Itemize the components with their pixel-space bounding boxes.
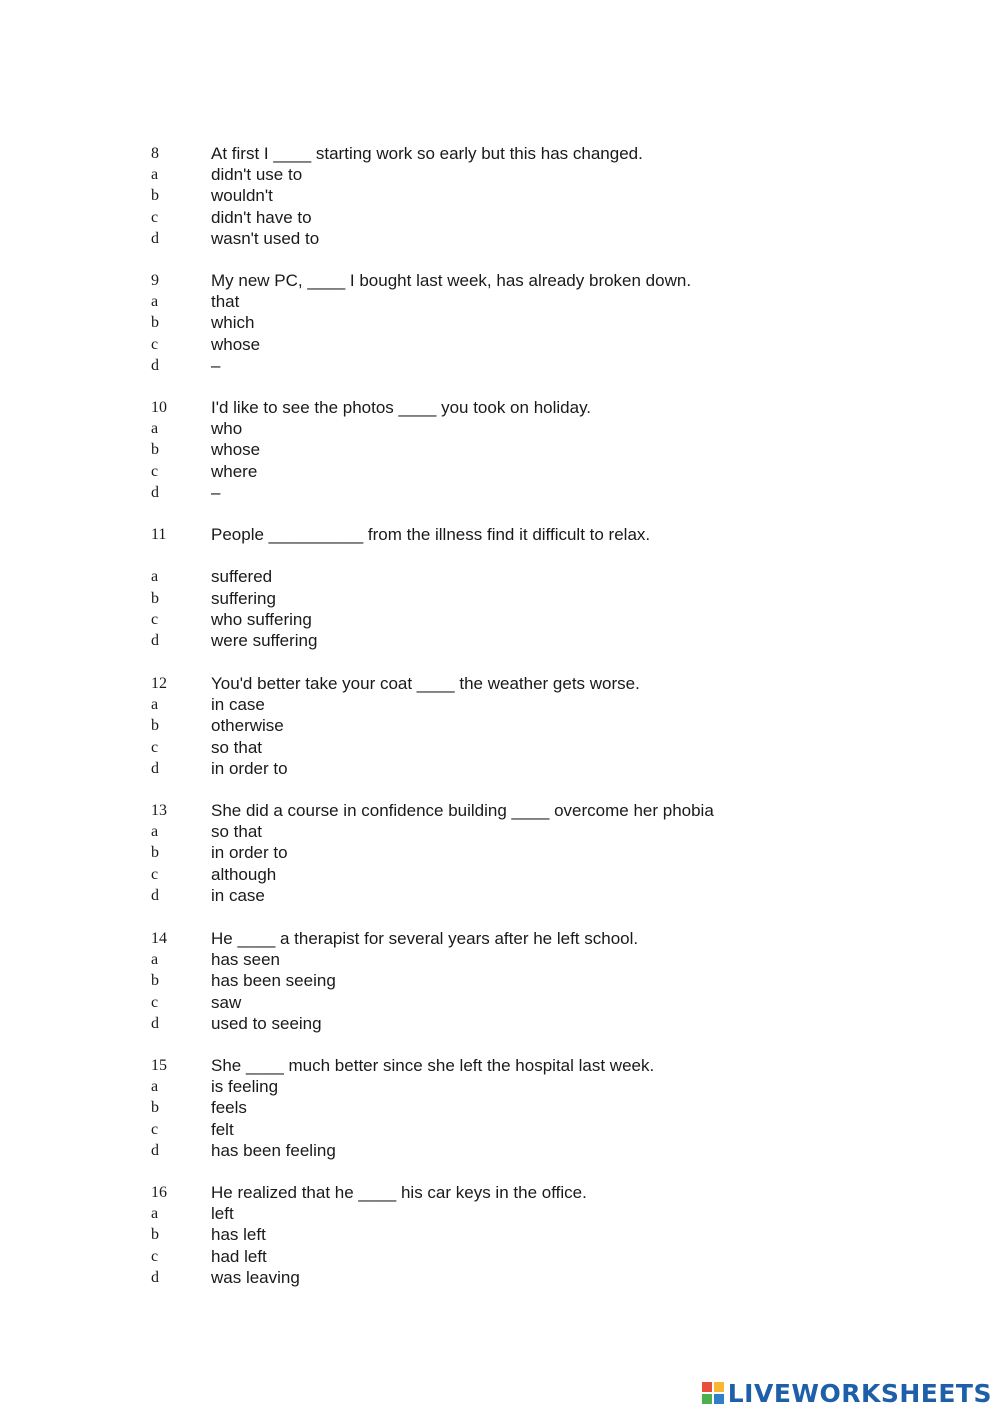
option-letter: c bbox=[151, 335, 159, 353]
option-letter: a bbox=[151, 696, 159, 714]
option-letter: d bbox=[151, 1141, 159, 1159]
option-d[interactable] bbox=[0, 1013, 1000, 1034]
option-a[interactable] bbox=[0, 949, 1000, 970]
option-a[interactable] bbox=[0, 418, 1000, 439]
question-prompt: She ____ much better since she left the hospital last week. bbox=[211, 1056, 655, 1075]
option-a[interactable] bbox=[0, 1203, 1000, 1224]
option-d[interactable] bbox=[0, 482, 1000, 503]
question-10 bbox=[0, 397, 1000, 503]
question-15 bbox=[0, 1055, 1000, 1161]
question-number: 12 bbox=[151, 675, 167, 692]
option-letter: c bbox=[151, 865, 159, 883]
option-letter: a bbox=[151, 420, 159, 438]
option-c[interactable] bbox=[0, 207, 1000, 228]
option-d[interactable] bbox=[0, 885, 1000, 906]
option-letter: c bbox=[151, 208, 159, 226]
option-text: suffering bbox=[211, 588, 276, 608]
question-9 bbox=[0, 270, 1000, 376]
option-letter: a bbox=[151, 1078, 159, 1096]
option-letter: d bbox=[151, 229, 159, 247]
option-text: who suffering bbox=[211, 609, 312, 629]
option-d[interactable] bbox=[0, 758, 1000, 779]
question-prompt: She did a course in confidence building ____ overcome her phobia bbox=[211, 801, 714, 820]
option-letter: b bbox=[151, 1099, 159, 1117]
option-text: in case bbox=[211, 695, 265, 715]
brand-name: LIVEWORKSHEETS bbox=[727, 1378, 992, 1408]
option-b[interactable] bbox=[0, 1097, 1000, 1118]
option-letter: b bbox=[151, 1226, 159, 1244]
option-text: was leaving bbox=[211, 1267, 300, 1287]
question-prompt: At first I ____ starting work so early but this has changed. bbox=[211, 144, 643, 163]
option-text: used to seeing bbox=[211, 1013, 322, 1033]
option-b[interactable] bbox=[0, 715, 1000, 736]
option-text: didn't use to bbox=[211, 165, 303, 185]
question-prompt: You'd better take your coat ____ the weather gets worse. bbox=[211, 674, 640, 693]
option-letter: b bbox=[151, 717, 159, 735]
option-text: has left bbox=[211, 1225, 266, 1245]
option-text: whose bbox=[211, 334, 261, 354]
option-text: wouldn't bbox=[211, 186, 273, 206]
option-c[interactable] bbox=[0, 609, 1000, 630]
option-letter: c bbox=[151, 738, 159, 756]
option-text: in order to bbox=[211, 758, 288, 778]
option-letter: a bbox=[151, 568, 159, 586]
option-text: in case bbox=[211, 885, 265, 905]
option-text: although bbox=[211, 864, 277, 884]
option-letter: c bbox=[151, 1120, 159, 1138]
option-text: has been seeing bbox=[211, 971, 336, 991]
option-letter: d bbox=[151, 886, 159, 904]
option-a[interactable] bbox=[0, 164, 1000, 185]
option-text: wasn't used to bbox=[211, 228, 320, 248]
option-text: didn't have to bbox=[211, 207, 312, 227]
option-text: feels bbox=[211, 1098, 247, 1118]
option-letter: c bbox=[151, 610, 159, 628]
option-letter: a bbox=[151, 166, 159, 184]
question-11 bbox=[0, 524, 1000, 651]
option-letter: c bbox=[151, 993, 159, 1011]
question-prompt: People __________ from the illness find it difficult to relax. bbox=[211, 525, 651, 544]
option-letter: b bbox=[151, 314, 159, 332]
option-b[interactable] bbox=[0, 185, 1000, 206]
option-b[interactable] bbox=[0, 439, 1000, 460]
option-text: where bbox=[211, 461, 258, 481]
option-b[interactable] bbox=[0, 842, 1000, 863]
question-number: 15 bbox=[151, 1057, 167, 1074]
option-b[interactable] bbox=[0, 1224, 1000, 1245]
option-b[interactable] bbox=[0, 312, 1000, 333]
option-text: – bbox=[211, 355, 221, 375]
option-letter: a bbox=[151, 293, 159, 311]
option-d[interactable] bbox=[0, 1140, 1000, 1161]
option-text: suffered bbox=[211, 567, 273, 587]
option-text: has seen bbox=[211, 950, 280, 970]
question-prompt: He ____ a therapist for several years after he left school. bbox=[211, 929, 639, 948]
question-number: 8 bbox=[151, 145, 159, 162]
option-text: left bbox=[211, 1204, 234, 1224]
question-prompt: My new PC, ____ I bought last week, has already broken down. bbox=[211, 271, 692, 290]
option-text: in order to bbox=[211, 843, 288, 863]
option-letter: b bbox=[151, 441, 159, 459]
option-text: so that bbox=[211, 822, 263, 842]
option-c[interactable] bbox=[0, 461, 1000, 482]
question-8 bbox=[0, 143, 1000, 249]
option-letter: d bbox=[151, 759, 159, 777]
option-a[interactable] bbox=[0, 1076, 1000, 1097]
question-16 bbox=[0, 1182, 1000, 1288]
option-text: felt bbox=[211, 1119, 234, 1139]
question-13 bbox=[0, 800, 1000, 906]
option-letter: d bbox=[151, 356, 159, 374]
option-c[interactable] bbox=[0, 737, 1000, 758]
question-12 bbox=[0, 673, 1000, 779]
option-text: is feeling bbox=[211, 1077, 279, 1097]
question-prompt: He realized that he ____ his car keys in the office. bbox=[211, 1183, 587, 1202]
option-c[interactable] bbox=[0, 864, 1000, 885]
option-c[interactable] bbox=[0, 1119, 1000, 1140]
option-c[interactable] bbox=[0, 334, 1000, 355]
option-letter: b bbox=[151, 187, 159, 205]
question-number: 13 bbox=[151, 802, 167, 819]
option-text: who bbox=[211, 419, 243, 439]
option-letter: a bbox=[151, 1205, 159, 1223]
option-d[interactable] bbox=[0, 1267, 1000, 1288]
liveworksheets-logo-icon bbox=[702, 1382, 724, 1404]
option-letter: a bbox=[151, 823, 159, 841]
option-letter: c bbox=[151, 462, 159, 480]
option-a[interactable] bbox=[0, 291, 1000, 312]
question-14 bbox=[0, 928, 1000, 1034]
question-number: 14 bbox=[151, 930, 167, 947]
question-number: 11 bbox=[151, 526, 167, 543]
option-letter: d bbox=[151, 631, 159, 649]
option-letter: c bbox=[151, 1247, 159, 1265]
option-text: that bbox=[211, 292, 240, 312]
option-letter: d bbox=[151, 1014, 159, 1032]
option-letter: d bbox=[151, 483, 159, 501]
option-letter: a bbox=[151, 951, 159, 969]
option-letter: d bbox=[151, 1268, 159, 1286]
option-c[interactable] bbox=[0, 992, 1000, 1013]
option-d[interactable] bbox=[0, 228, 1000, 249]
option-text: saw bbox=[211, 992, 242, 1012]
option-a[interactable] bbox=[0, 566, 1000, 587]
option-text: has been feeling bbox=[211, 1140, 336, 1160]
question-number: 16 bbox=[151, 1184, 167, 1201]
question-number: 10 bbox=[151, 399, 167, 416]
option-a[interactable] bbox=[0, 694, 1000, 715]
option-b[interactable] bbox=[0, 588, 1000, 609]
option-letter: b bbox=[151, 972, 159, 990]
question-number: 9 bbox=[151, 272, 159, 289]
option-d[interactable] bbox=[0, 355, 1000, 376]
question-prompt: I'd like to see the photos ____ you took on holiday. bbox=[211, 398, 592, 417]
option-text: were suffering bbox=[211, 630, 318, 650]
option-text: had left bbox=[211, 1246, 267, 1266]
liveworksheets-logo[interactable] bbox=[702, 1378, 992, 1408]
option-letter: b bbox=[151, 589, 159, 607]
option-a[interactable] bbox=[0, 821, 1000, 842]
option-c[interactable] bbox=[0, 1246, 1000, 1267]
option-text: otherwise bbox=[211, 716, 284, 736]
option-letter: b bbox=[151, 844, 159, 862]
option-text: so that bbox=[211, 737, 263, 757]
option-text: – bbox=[211, 482, 221, 502]
option-text: which bbox=[211, 313, 255, 333]
option-text: whose bbox=[211, 440, 261, 460]
option-b[interactable] bbox=[0, 970, 1000, 991]
option-d[interactable] bbox=[0, 630, 1000, 651]
